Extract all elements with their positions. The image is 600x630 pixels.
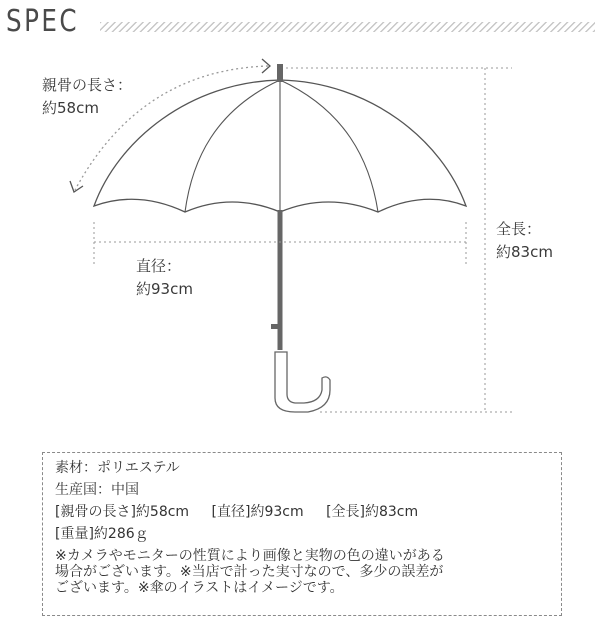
diameter-title: 直径： [136, 257, 182, 275]
spec-box [42, 452, 562, 616]
umbrella-handle [275, 352, 330, 412]
spec-diameter: [直径]約93cm [211, 504, 304, 520]
spec-note-line: 場合がございます。※当店で計った実寸なので、多少の誤差が [55, 564, 444, 580]
rib-length-title: 親骨の長さ： [42, 76, 133, 94]
spec-sizes [55, 501, 561, 523]
diameter-label [136, 255, 193, 301]
total-length-value: 約83cm [496, 243, 553, 261]
spec-weight: [重量]約286ｇ [55, 526, 149, 542]
spec-note-line: ございます。※傘のイラストはイメージです。 [55, 580, 344, 596]
rib-length-label [42, 74, 132, 120]
total-length-label [496, 218, 553, 264]
spec-rib-length: [親骨の長さ]約58cm [55, 504, 190, 520]
rib-length-value: 約58cm [42, 99, 99, 117]
spec-origin: 生産国：中国 [55, 482, 139, 498]
page-title: SPEC [6, 4, 80, 39]
diameter-value: 約93cm [136, 280, 193, 298]
spec-material: 素材：ポリエステル [55, 460, 180, 476]
total-length-title: 全長： [496, 220, 542, 238]
spec-note-line: ※カメラやモニターの性質により画像と実物の色の違いがある [55, 548, 445, 564]
spec-note [55, 548, 561, 596]
spec-total-length: [全長]約83cm [326, 504, 419, 520]
